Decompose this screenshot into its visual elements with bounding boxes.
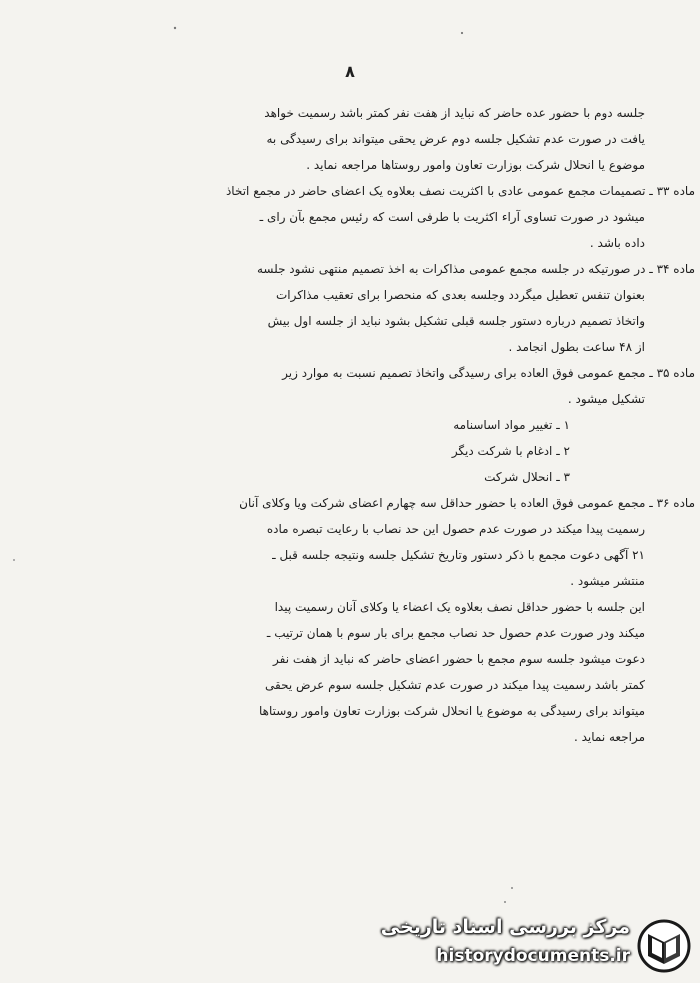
text-line: رسمیت پیدا میکند در صورت عدم حصول این حد نصاب با رعایت تبصره ماده (266, 522, 645, 536)
text-line: مراجعه نماید . (573, 730, 645, 744)
article-line: ماده ۳۶ ـ مجمع عمومی فوق العاده با حضور حداقل سه چهارم اعضای شرکت ویا وکلای آنان (239, 496, 695, 510)
article-line: ماده ۳۴ ـ در صورتیکه در جلسه مجمع عمومی مذاکرات به اخذ تصمیم منتهی نشود جلسه (256, 262, 695, 276)
text-line: یافت در صورت عدم تشکیل جلسه دوم عرض یحقی میتواند برای رسیدگی به (266, 132, 645, 146)
article-line: ماده ۳۳ ـ تصمیمات مجمع عمومی عادی با اکثریت نصف بعلاوه یک اعضای حاضر در مجمع اتخاذ (225, 184, 695, 198)
text-line: ۲۱ آگهی دعوت مجمع با ذکر دستور وتاریخ تشکیل جلسه ونتیجه جلسه قبل ـ (272, 548, 645, 562)
text-line: تشکیل میشود . (567, 392, 645, 406)
text-line: میشود در صورت تساوی آراء اکثریت با طرفی است که رئیس مجمع بآن رای ـ (259, 210, 645, 224)
text-line: کمتر باشد رسمیت پیدا میکند در صورت عدم تشکیل جلسه سوم عرض یحقی (265, 678, 645, 692)
archive-logo-icon (636, 918, 692, 974)
text-line: از ۴۸ ساعت بطول انجامد . (508, 340, 645, 354)
document-body (100, 100, 695, 750)
text-line: واتخاذ تصمیم درباره دستور جلسه قبلی تشکیل بشود نباید از جلسه اول بیش (267, 314, 645, 328)
archive-title: مرکز بررسی اسناد تاریخی (380, 916, 630, 938)
text-line: جلسه دوم با حضور عده حاضر که نباید از هفت نفر کمتر باشد رسمیت خواهد (264, 106, 645, 120)
page-number: ۸ (345, 62, 355, 81)
text-line: دعوت میشود جلسه سوم مجمع با حضور اعضای حاضر که نباید از هفت نفر (273, 652, 645, 666)
list-item: ۳ ـ انحلال شرکت (484, 470, 570, 484)
text-line: داده باشد . (589, 236, 645, 250)
text-line: موضوع یا انحلال شرکت بوزارت تعاون وامور روستاها مراجعه نماید . (306, 158, 645, 172)
text-line: بعنوان تنفس تعطیل میگردد وجلسه بعدی که منحصرا برای تعقیب مذاکرات (276, 288, 645, 302)
list-item: ۱ ـ تغییر مواد اساسنامه (453, 418, 570, 432)
archive-watermark (372, 914, 692, 976)
article-line: ماده ۳۵ ـ مجمع عمومی فوق العاده برای رسیدگی واتخاذ تصمیم نسبت به موارد زیر (282, 366, 695, 380)
archive-url: historydocuments.ir (436, 946, 630, 966)
list-item: ۲ ـ ادغام با شرکت دیگر (451, 444, 570, 458)
text-line: میتواند برای رسیدگی به موضوع یا انحلال شرکت بوزارت تعاون وامور روستاها (259, 704, 645, 718)
text-line: این جلسه با حضور حداقل نصف بعلاوه یک اعضاء یا وکلای آنان رسمیت پیدا (274, 600, 645, 614)
text-line: میکند ودر صورت عدم حصول حد نصاب مجمع برای بار سوم با همان ترتیب ـ (266, 626, 645, 640)
text-line: منتشر میشود . (570, 574, 645, 588)
